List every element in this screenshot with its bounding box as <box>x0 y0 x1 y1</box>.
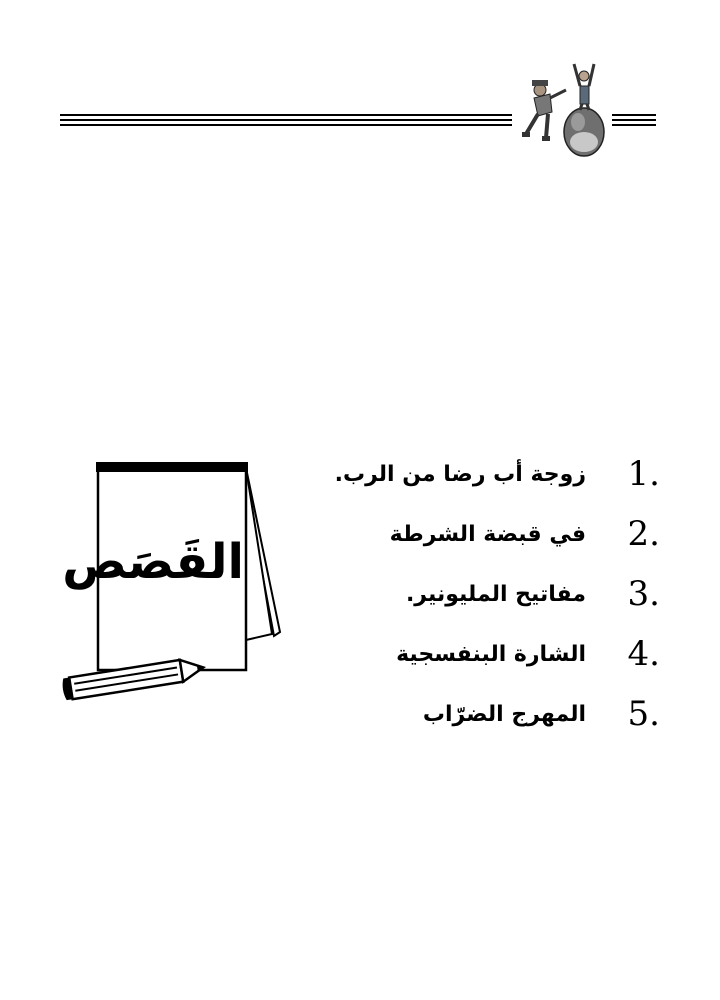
notepad-title: القَصَص <box>62 534 244 590</box>
story-title: الشارة البنفسجية <box>396 641 586 667</box>
figures-with-ball-icon <box>516 56 612 160</box>
story-number: 3. <box>627 574 660 614</box>
list-item <box>300 504 660 564</box>
list-item <box>300 684 660 744</box>
list-item <box>300 624 660 684</box>
story-number: 2. <box>627 514 660 554</box>
list-item <box>300 444 660 504</box>
list-item <box>300 564 660 624</box>
stories-list <box>300 444 660 744</box>
story-number: 5. <box>627 694 660 734</box>
header-rule-left <box>60 114 512 126</box>
story-title: مفاتيح المليونير. <box>405 581 586 607</box>
story-title: المهرج الضرّاب <box>422 701 586 727</box>
story-number: 4. <box>627 634 660 674</box>
story-title: زوجة أب رضا من الرب. <box>334 461 586 487</box>
header-rule-right <box>612 114 656 126</box>
story-title: في قبضة الشرطة <box>389 521 586 547</box>
story-number: 1. <box>627 454 660 494</box>
